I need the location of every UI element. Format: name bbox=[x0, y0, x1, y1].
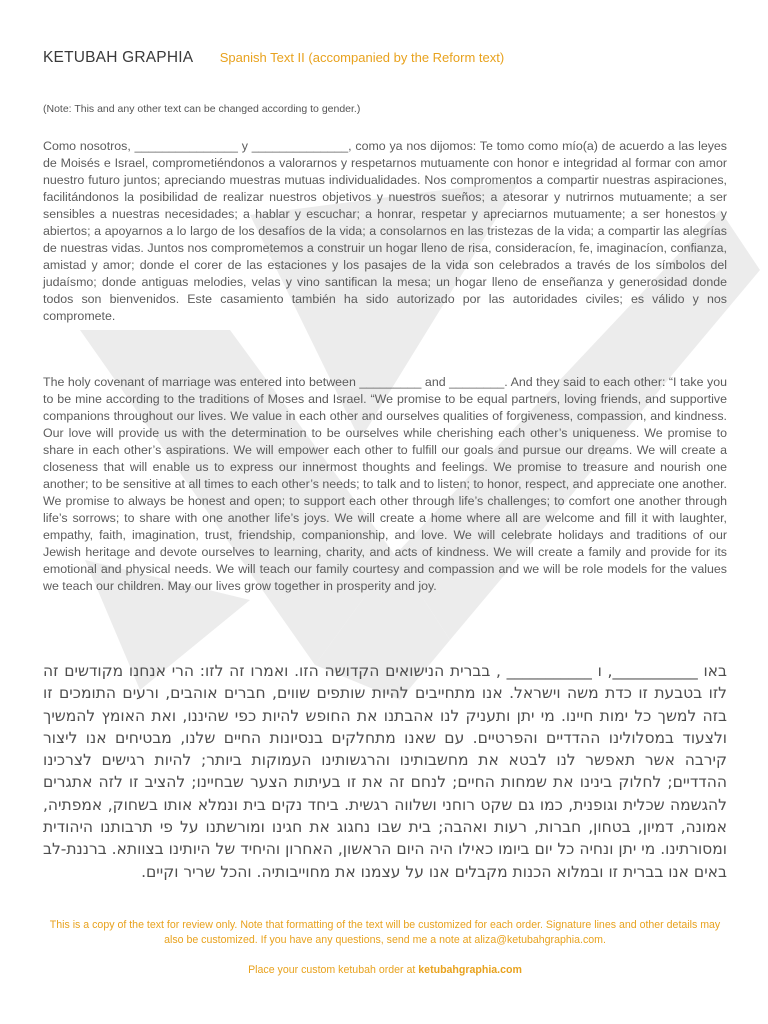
hebrew-ketubah-text: באו ___________, ו ___________ , בברית הנישואים הקדושה הזו. ואמרו זה לזו: הרי אנחנו מקודשים זה לזו בטבעת זו כדת משה וישראל. אנו מתחייבים להיות שותפים שווים, חברים אוהבים, ורעים התומכים זו בזה למשך כל ימות חיינו. מי יתן ותעניק לנו אהבתנו את החופש להיות כפי שהיננו, ואת האומץ להמשיך ולצעוד במסלולינו ההדדיים והפרטיים. עם שאנו מתחלקים בנסיונות החיים שלנו, מבטיחים אנו ליצור קירבה אשר תאפשר לנו לבטא את מחשבותינו והרגשותינו העמוקות ביותר; להיות רגישים לצרכינו ההדדיים; לחלוק בינינו את שמחות החיים; לנחם זה את זו בעיתות הצער שבחיינו; להציב זו לזה אתגרים להגשמה שכלית וגופנית, כמו גם שקט רוחני ושלווה רגשית. ביחד נקים בית ונמלא אותו בשחוק, אמפתיה, אמונה, דמיון, בטחון, חברות, רעות ואהבה; בית שבו נחגוג את חגינו ומורשתנו על פי תרבותנו היהודית ומסורתינו. מי יתן ונחיה כל יום ביומו כאילו היה היום הראשון, האחרון והיחיד של היותינו בצוותא. ברננת-לב באים אנו בברית זו ובמלוא הכנות מקבלים אנו על עצמנו את מחוייבותיה. והכל שריר וקיים. bbox=[43, 662, 727, 881]
gender-note: (Note: This and any other text can be changed according to gender.) bbox=[43, 103, 361, 115]
order-notice-prefix: Place your custom ketubah order at bbox=[248, 964, 419, 976]
page-header bbox=[43, 49, 733, 67]
order-notice bbox=[43, 964, 727, 976]
review-copy-notice: This is a copy of the text for review only. Note that formatting of the text will be customized for each order. Signature lines and other details may also be customized. If you have any questions, send me a note at aliza@ketubahgraphia.com. bbox=[49, 919, 721, 946]
text-version-subtitle: Spanish Text II (accompanied by the Reform text) bbox=[219, 50, 505, 65]
spanish-ketubah-text: Como nosotros, _______________ y ______________, como ya nos dijomos: Te tomo como mío(a) de acuerdo a las leyes de Moisés e Israel, comprometiéndonos a valorarnos y respetarnos mutuamente con honor e integridad al formar con amor nuestro futuro juntos; apreciando muestras mutuas individualidades. Nos compromentos a compartir nuestras aspiraciones, facilitándonos la posibilidad de realizar nuestros objetivos y nuestros sueños; a atesorar y nutrirnos mutuamente; a ser sensibles a nuestras necesidades; a hablar y escuchar; a honrar, respetar y apreciarnos mutuamente; a ser honestos y abiertos; a apoyarnos a lo largo de los desafíos de la vida; a consolarnos en las tristezas de la vida; a compartir las alegrías de nuestras vidas. Juntos nos comprometemos a construir un hogar lleno de risa, consideracíon, fe, imaginacíon, confianza, amistad y amor; donde el corer de las estaciones y los pasajes de la vida son celebrados a través de los símbolos del judaísmo; donde antiguas melodies, velas y vino santifican la mesa; un hogar lleno de enseñanza y generosidad donde todos son bienvenidos. Este casamiento también ha sido autorizado por las autoridades civiles; es válido y nos compromete. bbox=[43, 139, 727, 323]
order-website-link[interactable]: ketubahgraphia.com bbox=[418, 964, 522, 976]
brand-title: KETUBAH GRAPHIA bbox=[43, 49, 194, 66]
english-ketubah-text: The holy covenant of marriage was entered into between _________ and ________. And they said to each other: “I take you to be mine according to the traditions of Moses and Israel. “We promise to be equal partners, loving friends, and supportive companions throughout our lives. We value in each other and ourselves qualities of forgiveness, compassion, and kindness. Our love will provide us with the determination to be ourselves while cherishing each other’s uniqueness. We promise to share in each other’s aspirations. We will empower each other to fulfill our goals and pursue our dreams. We will create a closeness that will enable us to express our innermost thoughts and feelings. We promise to treasure and nourish one another; to be sensitive at all times to each other’s needs; to talk and to listen; to honor, respect, and appreciate one another. We promise to always be honest and open; to support each other through life’s challenges; to comfort one another through life’s sorrows; to share with one another life’s joys. We will create a home where all are welcome and fill it with laughter, empathy, faith, imagination, trust, friendship, companionship, and love. We will celebrate holidays and traditions of our Jewish heritage and devote ourselves to learning, charity, and acts of kindness. We will create a family and provide for its emotional and physical needs. We will teach our family courtesy and compassion and we will be role models for the values we teach our children. May our lives grow together in prosperity and joy. bbox=[43, 375, 727, 593]
